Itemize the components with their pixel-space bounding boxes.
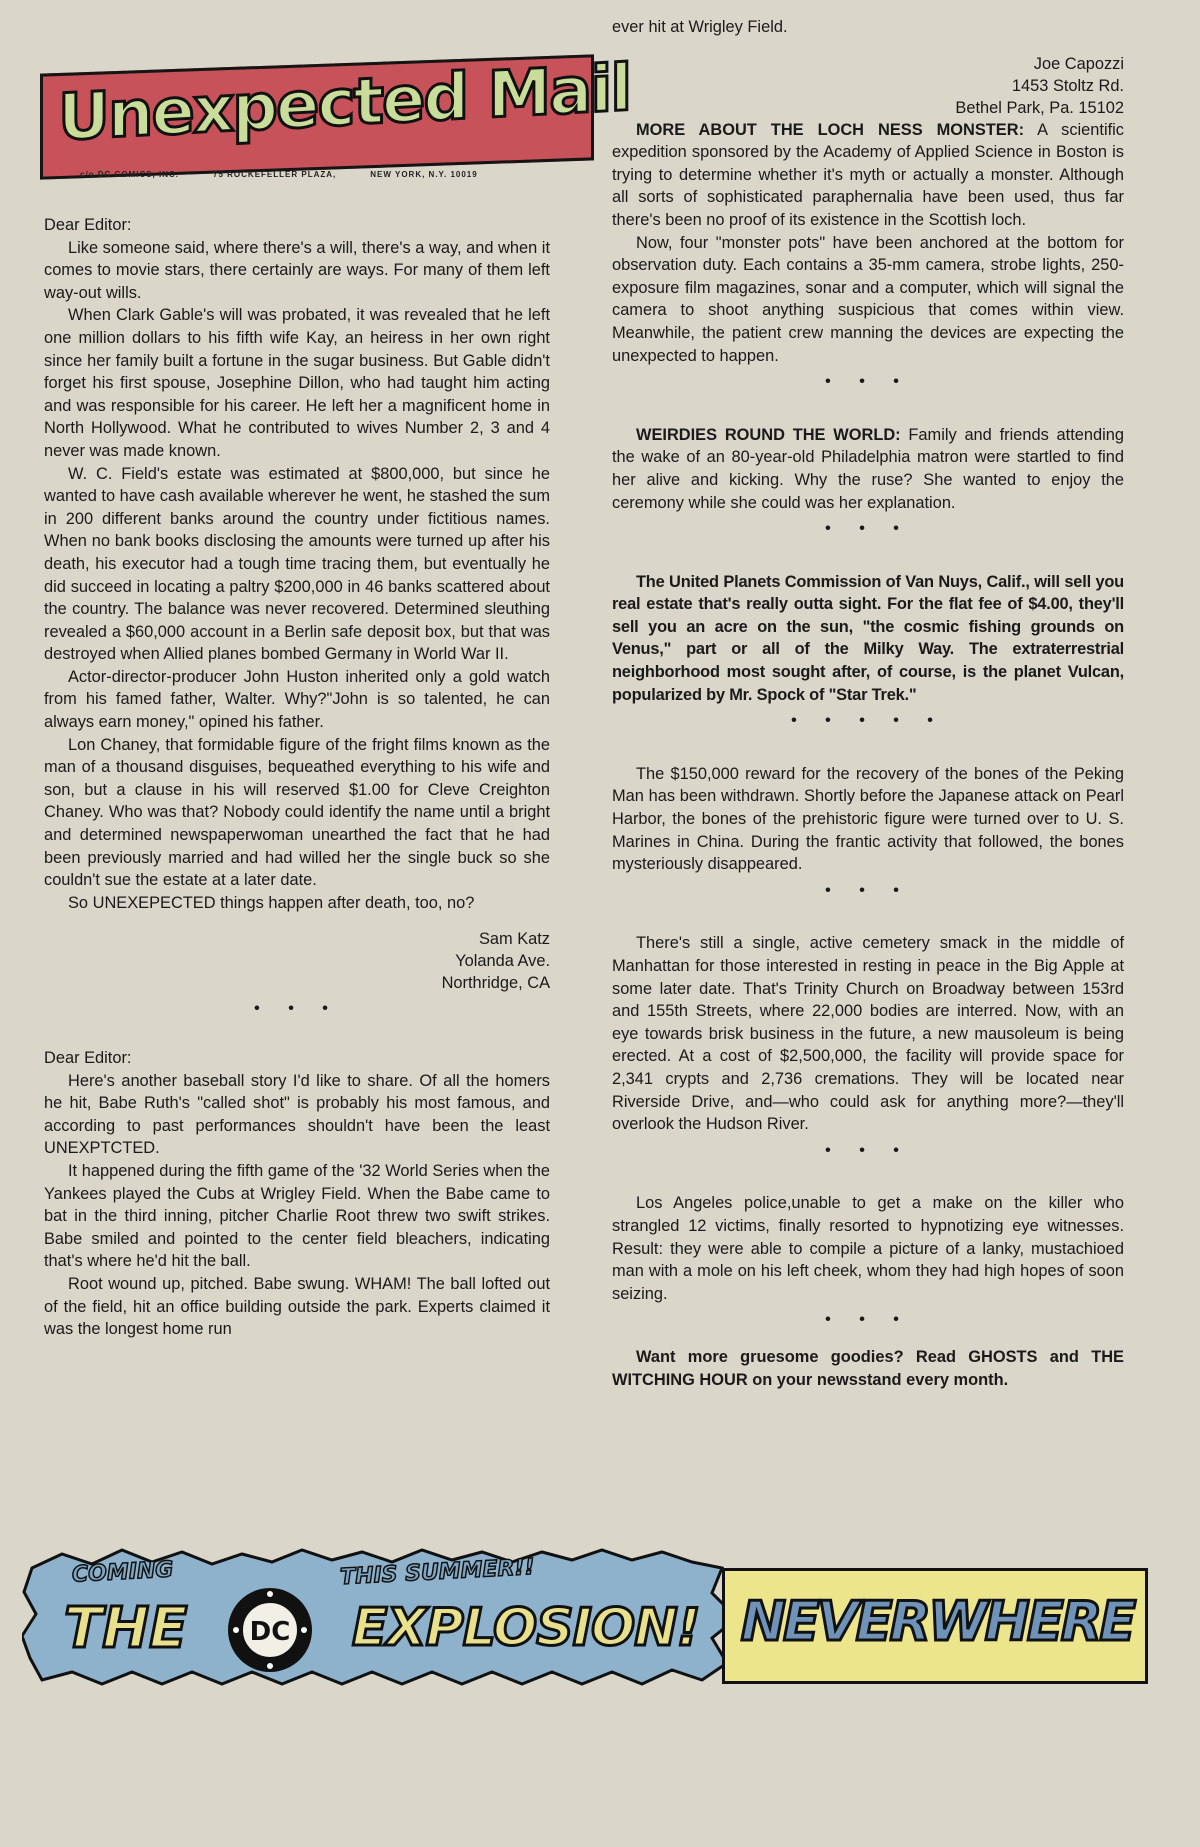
peking-item: The $150,000 reward for the recovery of the bones of the Peking Man has been withdrawn. Shortly before the Japanese attack on Pearl Harbor, the bones of the prehistoric figure were turned over to U. S. Marines in China. During the frantic activity that followed, the bones mysteriously disappeared. xyxy=(612,764,1124,874)
letter2-continuation: ever hit at Wrigley Field. xyxy=(612,18,788,36)
promo-item: Want more gruesome goodies? Read GHOSTS and THE WITCHING HOUR on your newsstand every month. xyxy=(612,1347,1124,1389)
letter1-paragraph: W. C. Field's estate was estimated at $800,000, but since he wanted to have cash available wherever he went, he stashed the sum in 200 different banks around the country under fictitious names. When no bank books disclosing the amounts were turned up after his death, his executor had a tough time tracing them, but eventually he did succeed in locating a paltry $200,000 in 46 banks scattered about the country. The balance was never recovered. Determined sleuthing revealed a $60,000 account in a Berlin safe deposit box, but that was destroyed when Allied planes bombed Germany in World War II. xyxy=(44,464,550,664)
loch-ness-item xyxy=(612,119,1124,232)
left-column xyxy=(44,214,550,1341)
letter1-signature-name: Sam Katz xyxy=(478,930,550,949)
neverwhere-title: NEVERWHERE xyxy=(740,1590,1134,1653)
weirdies-heading: WEIRDIES ROUND THE WORLD: xyxy=(636,425,901,444)
letter1-paragraph: When Clark Gable's will was probated, it was revealed that he left one million dollars to his fifth wife Kay, an heiress in her own right since her family built a fortune in the sugar business. But Gable didn't forget his first spouse, Josephine Dillon, who had taught him acting and was responsible for his career. He left her a magnificent home in North Hollywood. What he contributed to wives Number 2, 3 and 4 never was made known. xyxy=(44,306,550,460)
police-item: Los Angeles police,unable to get a make on the killer who strangled 12 victims, finally resorted to hypnotizing eye witnesses. Result: they were able to compile a picture of a lanky, mustachioed man with a mole on his left cheek, whom they had high hopes of soon seizing. xyxy=(612,1194,1124,1303)
separator-dots: • • • xyxy=(825,1311,911,1329)
masthead xyxy=(40,51,631,179)
letter2-paragraph: Root wound up, pitched. Babe swung. WHAM! The ball lofted out of the field, hit an office building outside the park. Experts claimed it was the longest home run xyxy=(44,1274,550,1339)
letter1-signature-city: Northridge, CA xyxy=(441,974,550,993)
cemetery-item: There's still a single, active cemetery smack in the middle of Manhattan for those interested in resting in peace in the Big Apple at some later date. That's Trinity Church on Broadway between 153rd and 155th Streets, where 22,000 bodies are interred. Now, with an eye towards brisk business in the future, a new mausoleum is being erected. At a cost of $2,500,000, the facility will provide space for 2,341 crypts and 2,736 cremations. They will be located near Riverside Drive, and—who could ask for anything more?—they'll overlook the Hudson River. xyxy=(612,934,1124,1134)
explosion-text: EXPLOSION! xyxy=(352,1598,700,1658)
loch-ness-text-2: Now, four "monster pots" have been anchored at the bottom for observation duty. Each contains a 35-mm camera, strobe lights, 250-exposure film magazines, sonar and a computer, which will signal the camera to shoot anything suspicious that comes within view. Meanwhile, the patient crew manning the devices are expecting the unexpected to happen. xyxy=(612,233,1124,365)
separator-dots: • • • xyxy=(254,1000,340,1018)
letter2-salutation: Dear Editor: xyxy=(44,1049,132,1067)
letter2-signature-street: 1453 Stoltz Rd. xyxy=(1011,76,1124,95)
dc-logo-text: DC xyxy=(249,1617,291,1647)
loch-ness-heading: MORE ABOUT THE LOCH NESS MONSTER: xyxy=(636,120,1025,139)
letter2-signature-city: Bethel Park, Pa. 15102 xyxy=(955,98,1124,117)
separator-dots: • • • xyxy=(825,373,911,391)
masthead-address xyxy=(80,170,600,179)
letter2-signature-name: Joe Capozzi xyxy=(1033,54,1124,73)
address-line: c/o DC COMICS, INC. xyxy=(80,170,180,179)
letter1-paragraph: Lon Chaney, that formidable figure of the fright films known as the man of a thousand disguises, bequeathed everything to his wife and son, but a clause in his will reserved $1.00 for Cleve Creighton Chaney. Who was that? Nobody could identify the name until a bright and determined newspaperwoman unearthed the fact that he had been previously married and had willed her the single buck so she couldn't sue the estate at a later date. xyxy=(44,735,550,890)
the-text: THE xyxy=(64,1596,188,1661)
letter1-salutation: Dear Editor: xyxy=(44,216,132,234)
separator-dots: • • • xyxy=(825,1141,911,1159)
letter2-paragraph: It happened during the fifth game of the '32 World Series when the Yankees played the Cubs at Wrigley Field. When the Babe came to bat in the third inning, pitcher Charlie Root threw two swift strikes. Babe smiled and pointed to the center field bleachers, indicating that's where he'd hit the ball. xyxy=(44,1161,550,1271)
letter1-signature-street: Yolanda Ave. xyxy=(455,952,550,971)
separator-dots: • • • xyxy=(825,520,911,538)
address-line: 75 ROCKEFELLER PLAZA, xyxy=(213,170,337,179)
separator-dots: • • • xyxy=(825,881,911,899)
letter1-paragraph: Actor-director-producer John Huston inherited only a gold watch from his famed father, Walter. Why?"John is so talented, he can always earn money," opined his father. xyxy=(44,667,550,732)
this-summer-text: THIS SUMMER!! xyxy=(339,1554,536,1591)
masthead-title: Unexpected Mail xyxy=(58,51,631,156)
weirdies-text: Family and friends attending the wake of an 80-year-old Philadelphia matron were startled to find her alive and kicking. Why the ruse? She wanted to enjoy the ceremony while she could was her explanation. xyxy=(612,425,1124,512)
letter2-paragraph: Here's another baseball story I'd like to share. Of all the homers he hit, Babe Ruth's "called shot" is probably his most famous, and according to past performances shouldn't have been the least UNEXPTCTED. xyxy=(44,1071,550,1158)
letter1-paragraph: Like someone said, where there's a will, there's a way, and when it comes to movie stars, there certainly are ways. For many of them left way-out wills. xyxy=(44,238,550,302)
loch-ness-text: A scientific expedition sponsored by the Academy of Applied Science in Boston is trying to determine whether it's myth or actually a monster. Although all sorts of sophisticated paraphernalia have been used, thus far there's been no proof of its existence in the Scottish loch. xyxy=(612,120,1124,229)
address-line: NEW YORK, N.Y. 10019 xyxy=(370,170,478,179)
dc-explosion-banner xyxy=(22,1548,1152,1686)
dc-logo-icon xyxy=(224,1584,316,1676)
planets-item: The United Planets Commission of Van Nuys, Calif., will sell you real estate that's really outta sight. For the flat fee of $4.00, they'll sell you an acre on the sun, "the cosmic fishing grounds on Venus," part or all of the Milky Way. The extraterrestrial neighborhood most sought after, of course, is the planet Vulcan, popularized by Mr. Spock of "Star Trek." xyxy=(612,572,1124,704)
letter1-paragraph: So UNEXEPECTED things happen after death, too, no? xyxy=(68,893,475,912)
right-column xyxy=(612,16,1124,1391)
coming-text: COMING xyxy=(71,1557,174,1588)
separator-dots: • • • • • xyxy=(791,712,945,730)
weirdies-item xyxy=(612,424,1124,514)
